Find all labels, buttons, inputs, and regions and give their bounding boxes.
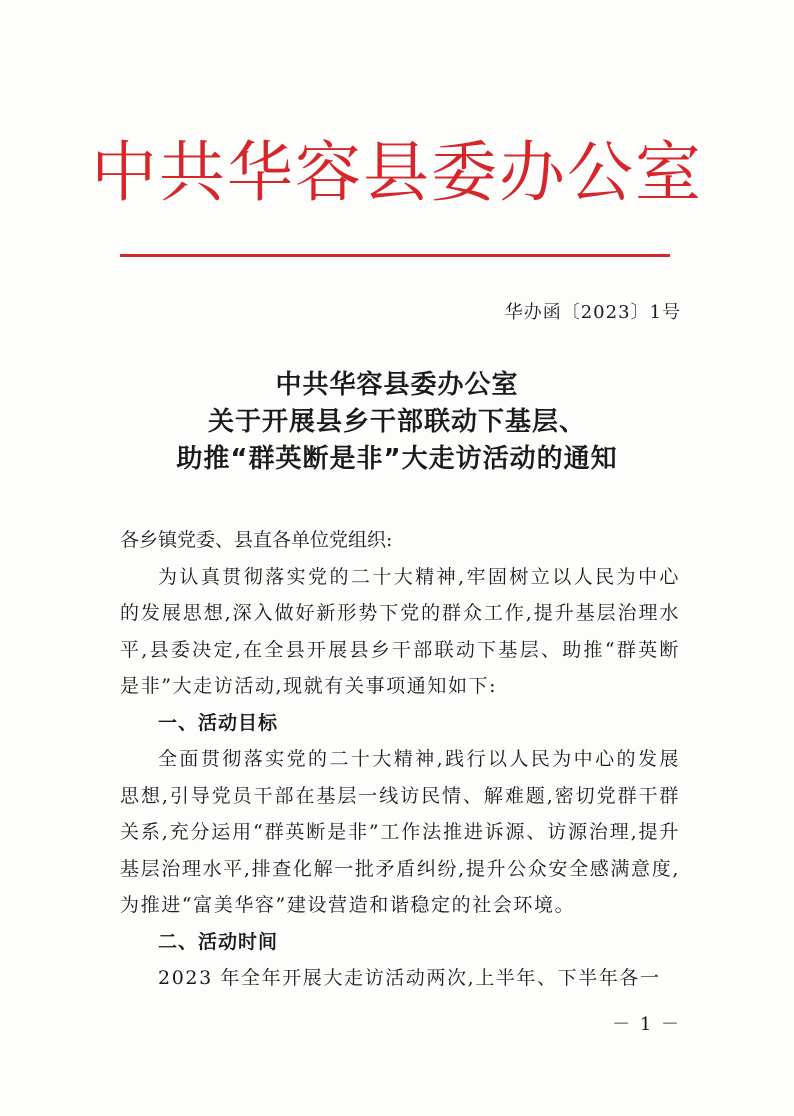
title-line-2: 关于开展县乡干部联动下基层、 <box>207 407 586 437</box>
title-line-1: 中共华容县委办公室 <box>275 370 519 400</box>
page-number: － 1 － <box>612 1014 681 1035</box>
section-1-heading: 一、活动目标 <box>158 711 279 734</box>
document-number: 华办函〔2023〕1号 <box>504 302 681 323</box>
section-1-paragraph: 全面贯彻落实党的二十大精神,践行以人民为中心的发展思想,引导党员干部在基层一线访民情、解难题,密切党群干群关系,充分运用“群英断是非”工作法推进诉源、访源治理,提升基层治理水平,排查化解一批矛盾纠纷,提升公众安全感满意度,为推进“富美华容”建设营造和谐稳定的社会环境。 <box>120 748 680 916</box>
document-title <box>0 367 794 478</box>
red-divider-line <box>120 254 670 257</box>
document-body <box>120 522 680 997</box>
intro-paragraph: 为认真贯彻落实党的二十大精神,牢固树立以人民为中心的发展思想,深入做好新形势下党的群众工作,提升基层治理水平,县委决定,在全县开展县乡干部联动下基层、助推“群英断是非”大走访活动,现就有关事项通知如下: <box>120 565 680 697</box>
section-2-paragraph: 2023 年全年开展大走访活动两次,上半年、下半年各一 <box>158 967 661 989</box>
salutation: 各乡镇党委、县直各单位党组织: <box>120 529 393 551</box>
section-2-heading: 二、活动时间 <box>158 930 279 953</box>
issuer-header: 中共华容县委办公室 <box>91 134 703 211</box>
title-line-3: 助推“群英断是非”大走访活动的通知 <box>176 444 618 474</box>
